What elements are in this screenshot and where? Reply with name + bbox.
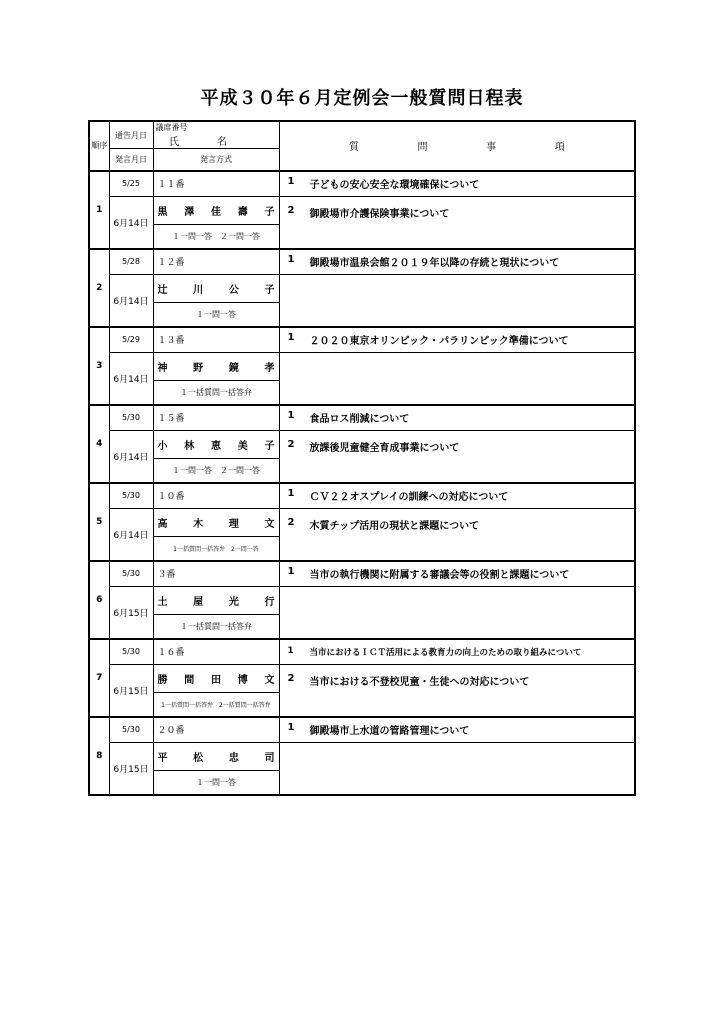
order-number: 5 (89, 483, 109, 561)
table-row-sub (89, 665, 635, 693)
speech-method: １一問一答 (153, 303, 279, 327)
order-number: 3 (89, 327, 109, 405)
question-text: ２０２０東京オリンピック・パラリンピック準備について (309, 336, 569, 348)
member-name-chars (158, 749, 275, 764)
name-header: 氏名 (169, 137, 265, 148)
question-header-label (280, 138, 635, 153)
question-cell (279, 483, 635, 509)
name-char: 平 (157, 753, 168, 764)
speech-date: 6月15日 (109, 743, 153, 795)
question-item (288, 439, 635, 454)
question-cell (279, 197, 635, 249)
seat-number: １２番 (153, 249, 279, 275)
speech-method: １一括質問一括答弁 (153, 615, 279, 639)
question-number: 1 (287, 645, 294, 656)
order-number: 6 (89, 561, 109, 639)
question-header-char: 項 (554, 142, 565, 154)
name-char: 野 (193, 363, 204, 374)
question-cell (279, 327, 635, 353)
question-number: 1 (287, 488, 295, 500)
notice-date: 5/30 (109, 717, 153, 743)
name-char: 辻 (157, 285, 168, 296)
notice-date: 5/29 (109, 327, 153, 353)
question-cell (279, 249, 635, 275)
order-header: 順序 (89, 121, 109, 171)
name-char: 恵 (211, 441, 221, 452)
seat-number: １６番 (153, 639, 279, 665)
notice-date: 5/28 (109, 249, 153, 275)
order-number: 1 (89, 171, 109, 249)
name-char: 屋 (193, 597, 204, 608)
order-number: 8 (89, 717, 109, 795)
speech-date: 6月14日 (109, 431, 153, 483)
member-name (153, 353, 279, 381)
name-char: 小 (157, 441, 168, 452)
question-item (288, 488, 635, 503)
question-item (288, 176, 635, 191)
question-cell (279, 353, 635, 405)
speech-date: 6月15日 (109, 587, 153, 639)
question-item (288, 722, 635, 737)
seat-number: １３番 (153, 327, 279, 353)
member-name (153, 743, 279, 771)
seat-number: １０番 (153, 483, 279, 509)
name-char: 林 (184, 441, 195, 452)
speech-date: 6月14日 (109, 275, 153, 327)
question-cell (279, 639, 635, 665)
order-number: 2 (89, 249, 109, 327)
name-char: 田 (211, 675, 221, 686)
question-cell (279, 509, 635, 561)
question-number: 1 (287, 332, 295, 344)
notice-date: 5/30 (109, 483, 153, 509)
name-char: 美 (237, 441, 248, 452)
name-char: 松 (193, 753, 204, 764)
order-number: 4 (89, 405, 109, 483)
member-name-chars (158, 359, 275, 374)
question-item (288, 410, 635, 425)
question-item (288, 673, 635, 688)
name-char: 子 (264, 207, 275, 218)
name-char: 理 (228, 519, 239, 530)
name-char: 文 (264, 675, 275, 686)
member-name (153, 431, 279, 459)
name-char: 黒 (157, 207, 168, 218)
name-char: 川 (193, 285, 204, 296)
table-row (89, 483, 635, 509)
seat-number: ２０番 (153, 717, 279, 743)
speech-date: 6月14日 (109, 197, 153, 249)
question-number: 1 (287, 410, 295, 422)
speech-method: １一問一答 ２一問一答 (153, 459, 279, 483)
name-char: 澤 (184, 207, 195, 218)
member-name-chars (158, 671, 275, 686)
question-text: 放課後児童健全育成事業について (309, 443, 460, 454)
name-char: 佳 (211, 207, 221, 218)
question-text: 食品ロス削減について (309, 414, 410, 426)
table-row-sub (89, 509, 635, 537)
question-cell (279, 665, 635, 717)
speech-method: 1一括質問一括答弁 2一括質問一括答弁 (153, 693, 279, 717)
table-row (89, 249, 635, 275)
speech-method: １一問一答 (153, 771, 279, 795)
seat-number: ３番 (153, 561, 279, 587)
seat-number: １５番 (153, 405, 279, 431)
table-row-sub (89, 431, 635, 459)
member-name-chars (158, 203, 275, 218)
page-title: 平成３０年６月定例会一般質問日程表 (200, 88, 524, 109)
question-cell (279, 275, 635, 327)
question-text: 御殿場市温泉会館２０１９年以降の存続と現状について (309, 258, 560, 270)
question-number: 2 (287, 673, 295, 684)
table-row (89, 405, 635, 431)
seat-number: １１番 (153, 171, 279, 197)
question-number: 2 (287, 439, 295, 450)
table-row-sub (89, 197, 635, 225)
question-number: 2 (287, 517, 295, 528)
seat-header (153, 121, 279, 149)
notice-date: 5/25 (109, 171, 153, 197)
order-number: 7 (89, 639, 109, 717)
speech-date: 6月14日 (109, 353, 153, 405)
notice-date-header: 通告月日 (109, 121, 153, 149)
schedule-table (88, 120, 636, 796)
member-name-chars (158, 515, 275, 530)
question-text: 木質チップ活用の現状と課題について (309, 521, 479, 532)
table-row-sub (89, 275, 635, 303)
question-header-char: 質 (348, 142, 359, 154)
question-header-char: 事 (486, 142, 497, 154)
member-name-chars (158, 281, 275, 296)
notice-date: 5/30 (109, 639, 153, 665)
question-text: 当市におけるＩＣＴ活用による教育力の向上のための取り組みについて (309, 647, 582, 658)
table-row (89, 717, 635, 743)
question-text: ＣＶ２２オスプレイの訓練への対応について (309, 492, 509, 504)
table-row (89, 327, 635, 353)
name-char: 勝 (157, 675, 168, 686)
name-char: 忠 (228, 753, 239, 764)
question-text: 御殿場市上水道の管路管理について (309, 726, 470, 738)
question-text: 当市における不登校児童・生徒への対応について (309, 677, 530, 688)
member-name (153, 197, 279, 225)
name-char: 土 (157, 597, 168, 608)
question-cell (279, 743, 635, 795)
table-row (89, 639, 635, 665)
question-cell (279, 431, 635, 483)
question-text: 子どもの安心安全な環境確保について (309, 180, 480, 192)
name-char: 光 (228, 597, 239, 608)
speech-method: １一括質問一括答弁 (153, 381, 279, 405)
member-name (153, 275, 279, 303)
name-char: 神 (157, 363, 168, 374)
question-cell (279, 561, 635, 587)
question-text: 当市の執行機関に附属する審議会等の役割と課題について (309, 570, 570, 582)
seat-header-label: 議席番号 (155, 123, 188, 132)
speech-date-header: 発言月日 (109, 149, 153, 171)
name-char: 行 (264, 597, 275, 608)
name-char: 木 (193, 519, 204, 530)
speech-method: １一問一答 ２一問一答 (153, 225, 279, 249)
question-number: 1 (287, 722, 295, 734)
question-item (288, 205, 635, 220)
question-item (288, 517, 635, 532)
table-row (89, 171, 635, 197)
question-cell (279, 587, 635, 639)
name-char: 博 (237, 675, 248, 686)
question-item (288, 646, 635, 658)
table-row (89, 561, 635, 587)
header-row (89, 121, 635, 149)
member-name (153, 665, 279, 693)
name-char: 高 (157, 519, 168, 530)
name-char: 孝 (264, 363, 275, 374)
notice-date: 5/30 (109, 561, 153, 587)
notice-date: 5/30 (109, 405, 153, 431)
method-header: 発言方式 (153, 149, 279, 171)
speech-method: 1一括質問一括答弁 2一問一答 (153, 537, 279, 561)
question-text: 御殿場市介護保険事業について (309, 209, 450, 220)
question-number: 2 (287, 205, 295, 216)
speech-date: 6月14日 (109, 509, 153, 561)
table-row-sub (89, 743, 635, 771)
name-char: 壽 (237, 207, 248, 218)
name-char: 公 (228, 285, 239, 296)
question-header (279, 121, 635, 171)
name-char: 間 (184, 675, 195, 686)
name-char: 鏡 (228, 363, 239, 374)
question-number: 1 (287, 566, 295, 578)
question-number: 1 (287, 176, 295, 188)
table-row-sub (89, 587, 635, 615)
question-header-char: 問 (417, 142, 428, 154)
question-cell (279, 171, 635, 197)
speech-date: 6月15日 (109, 665, 153, 717)
question-item (288, 254, 635, 269)
name-char: 子 (264, 441, 275, 452)
question-cell (279, 405, 635, 431)
name-char: 子 (264, 285, 275, 296)
question-item (288, 332, 635, 347)
member-name (153, 587, 279, 615)
name-char: 司 (264, 753, 275, 764)
member-name-chars (158, 437, 275, 452)
name-char: 文 (264, 519, 275, 530)
member-name (153, 509, 279, 537)
table-row-sub (89, 353, 635, 381)
question-item (288, 566, 635, 581)
member-name-chars (158, 593, 275, 608)
question-cell (279, 717, 635, 743)
question-number: 1 (287, 254, 295, 266)
